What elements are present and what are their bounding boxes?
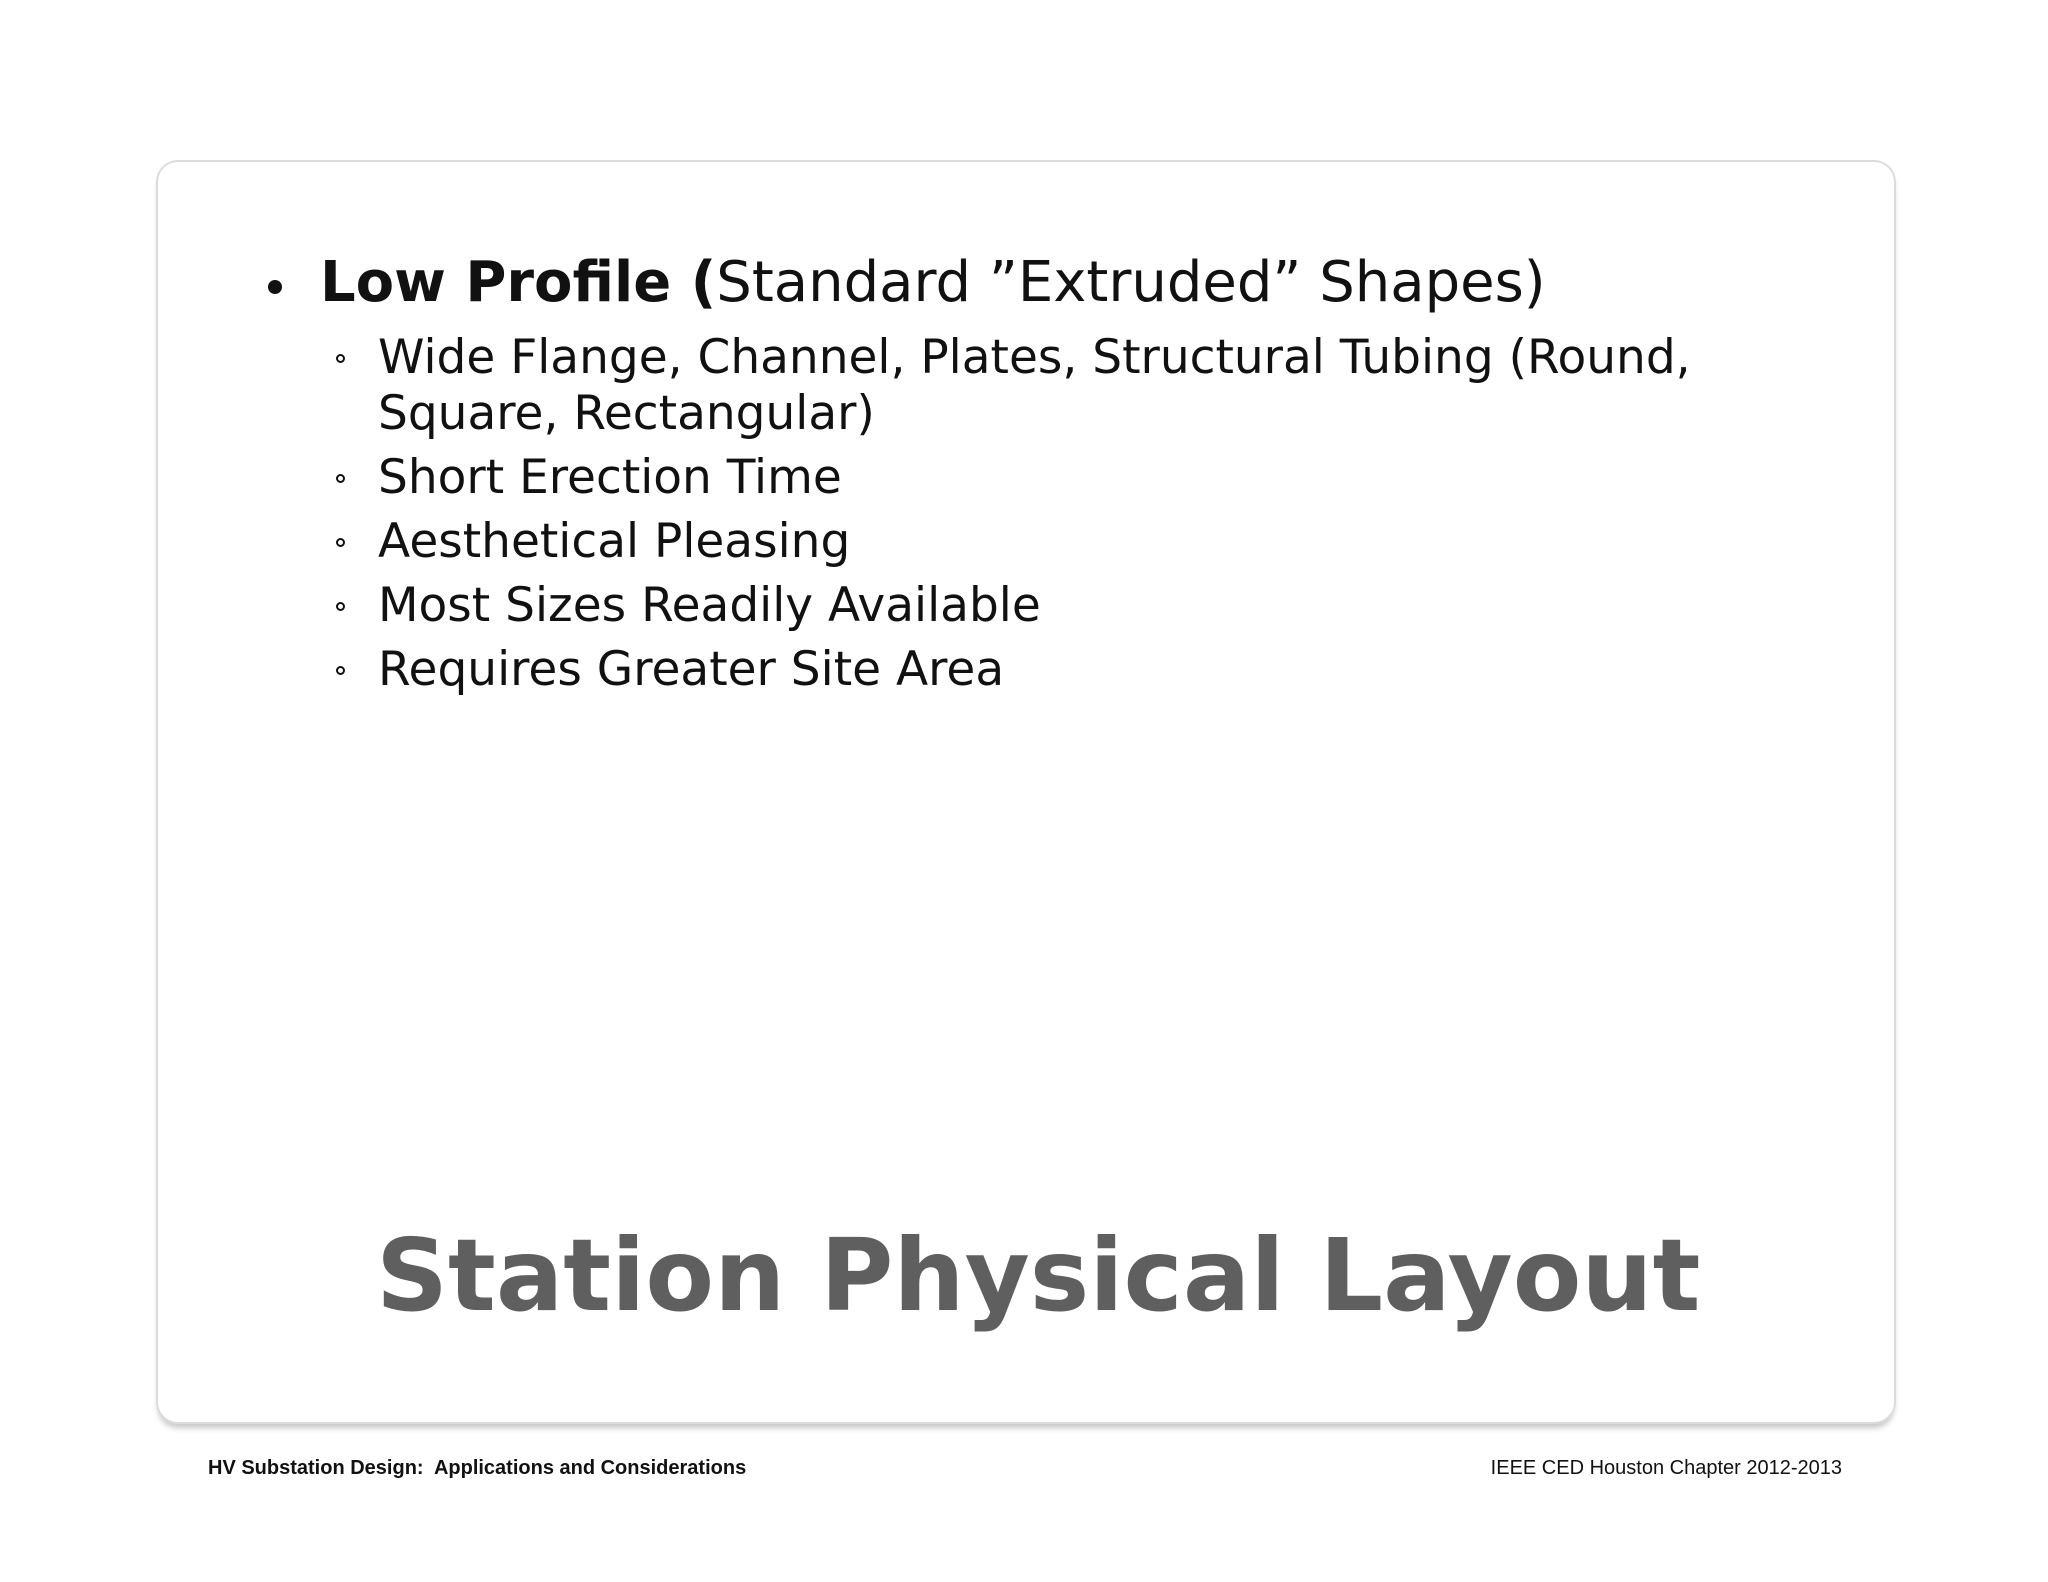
bullet-dot-icon	[268, 280, 282, 294]
sub-bullet-text: Aesthetical Pleasing	[378, 514, 851, 569]
sub-bullet-list	[336, 330, 1756, 706]
sub-bullet-text: Short Erection Time	[378, 450, 842, 505]
sub-bullet-item	[336, 578, 1756, 634]
sub-bullet-ring-icon	[336, 538, 345, 547]
sub-bullet-item	[336, 642, 1756, 698]
sub-bullet-item	[336, 330, 1756, 442]
sub-bullet-text: Requires Greater Site Area	[378, 642, 1005, 697]
sub-bullet-ring-icon	[336, 354, 345, 363]
main-bullet	[268, 248, 1546, 318]
sub-bullet-text: Most Sizes Readily Available	[378, 578, 1041, 633]
slide-title: Station Physical Layout	[376, 1217, 1701, 1334]
main-bullet-text	[320, 248, 1546, 318]
main-bullet-normal-text: Standard ”Extruded” Shapes)	[716, 250, 1546, 315]
sub-bullet-ring-icon	[336, 602, 345, 611]
sub-bullet-ring-icon	[336, 666, 345, 675]
sub-bullet-ring-icon	[336, 474, 345, 483]
sub-bullet-text: Wide Flange, Channel, Plates, Structural Tubing (Round, Square, Rectangular)	[378, 330, 1691, 441]
sub-bullet-item	[336, 450, 1756, 506]
main-bullet-bold-text: Low Profile (	[320, 250, 717, 315]
footer-right-text: IEEE CED Houston Chapter 2012-2013	[1490, 1457, 1842, 1479]
sub-bullet-item	[336, 514, 1756, 570]
footer-left-text: HV Substation Design: Applications and Considerations	[208, 1457, 747, 1479]
